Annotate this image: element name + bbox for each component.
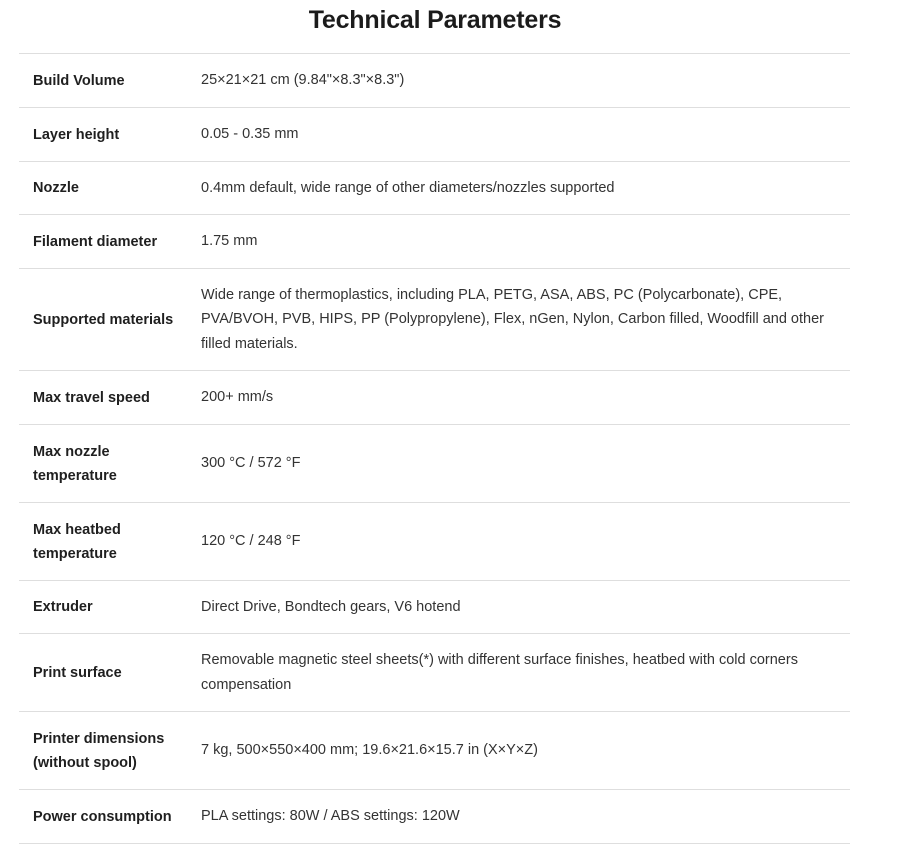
row-value: Direct Drive, Bondtech gears, V6 hotend	[201, 598, 461, 615]
table-row	[19, 162, 850, 215]
row-value: 25×21×21 cm (9.84"×8.3"×8.3")	[201, 72, 405, 89]
row-label: Max travel speed	[33, 389, 150, 406]
row-value: Wide range of thermoplastics, including PLA, PETG, ASA, ABS, PC (Polycarbonate), CPE, PVA/BVOH, PVB, HIPS, PP (Polypropylene), Flex, nGen, Nylon, Carbon filled, Woodfill and other filled materials.	[201, 286, 824, 352]
row-label: Max nozzle temperature	[33, 443, 117, 484]
row-label: Extruder	[33, 599, 93, 615]
table-row	[19, 108, 850, 162]
table-row	[19, 269, 850, 371]
row-label: Max heatbed temperature	[33, 521, 121, 562]
row-label: Filament diameter	[33, 233, 158, 250]
row-label: Printer dimensions (without spool)	[33, 730, 165, 771]
parameters-table	[19, 53, 850, 844]
row-value: 200+ mm/s	[201, 389, 274, 406]
table-row	[19, 712, 850, 790]
row-label: Supported materials	[33, 311, 174, 328]
row-value: 300 °C / 572 °F	[201, 455, 301, 472]
table-row	[19, 790, 850, 844]
table-row	[19, 215, 850, 269]
table-row	[19, 54, 850, 108]
table-row	[19, 581, 850, 634]
row-label: Power consumption	[33, 808, 172, 825]
table-row	[19, 634, 850, 712]
page-title: Technical Parameters	[308, 6, 562, 34]
table-row	[19, 503, 850, 581]
row-label: Layer height	[33, 126, 120, 143]
table-row	[19, 371, 850, 425]
row-value: 1.75 mm	[201, 233, 258, 250]
row-label: Print surface	[33, 664, 122, 681]
table-row	[19, 425, 850, 503]
row-value: 0.4mm default, wide range of other diameters/nozzles supported	[201, 179, 615, 196]
row-label: Build Volume	[33, 72, 125, 89]
row-value: PLA settings: 80W / ABS settings: 120W	[201, 808, 460, 825]
row-value: Removable magnetic steel sheets(*) with different surface finishes, heatbed with cold corners compensation	[201, 652, 798, 693]
row-label: Nozzle	[33, 180, 79, 196]
row-value: 0.05 - 0.35 mm	[201, 126, 299, 143]
row-value: 7 kg, 500×550×400 mm; 19.6×21.6×15.7 in (X×Y×Z)	[201, 742, 538, 759]
row-value: 120 °C / 248 °F	[201, 533, 301, 550]
